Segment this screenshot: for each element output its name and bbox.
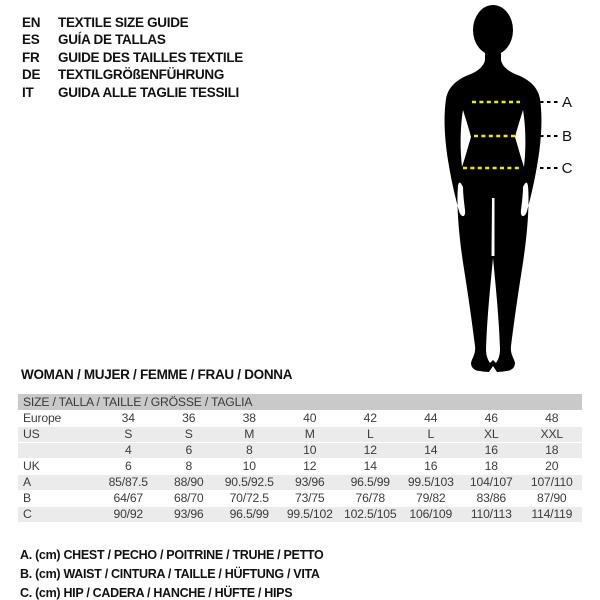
size-cell: 114/119 xyxy=(531,507,573,521)
language-title: GUIDA ALLE TAGLIE TESSILI xyxy=(58,84,239,100)
size-cell: 88/90 xyxy=(174,475,204,489)
measurement-figure xyxy=(428,4,593,372)
size-cell: 10 xyxy=(242,459,256,473)
size-cell: 40 xyxy=(303,411,317,425)
table-row xyxy=(18,443,582,458)
size-cell: 14 xyxy=(363,459,377,473)
size-cell: 14 xyxy=(424,443,438,457)
language-list xyxy=(22,14,243,101)
size-cell: 102.5/105 xyxy=(344,507,397,521)
size-cell: 90.5/92.5 xyxy=(224,475,274,489)
language-title: TEXTILGRÖßENFÜHRUNG xyxy=(58,67,225,83)
size-cell: 90/92 xyxy=(113,507,143,521)
size-cell: 18 xyxy=(484,459,498,473)
size-cell: 38 xyxy=(242,411,256,425)
size-cell: 6 xyxy=(185,443,193,457)
legend-line: C. (cm) HIP / CADERA / HANCHE / HÜFTE / HIPS xyxy=(20,586,293,600)
row-label: UK xyxy=(23,459,40,473)
row-label: A xyxy=(23,475,31,489)
measurement-legend xyxy=(20,546,323,600)
size-cell: XL xyxy=(483,427,499,441)
table-row xyxy=(18,475,582,490)
silhouette-body xyxy=(445,44,542,372)
language-row xyxy=(22,49,243,66)
size-cell: 18 xyxy=(545,443,559,457)
size-cell: 70/72.5 xyxy=(229,491,269,505)
marker-label-c: C xyxy=(561,160,573,177)
row-label: C xyxy=(23,507,32,521)
size-cell: 110/113 xyxy=(470,507,512,521)
language-row xyxy=(22,66,243,83)
size-cell: 87/90 xyxy=(537,491,567,505)
size-cell: 16 xyxy=(484,443,498,457)
legend-line: A. (cm) CHEST / PECHO / POITRINE / TRUHE / PETTO xyxy=(20,548,324,562)
language-title: GUÍA DE TALLAS xyxy=(58,32,166,48)
marker-label-b: B xyxy=(561,128,573,145)
size-cell: 16 xyxy=(424,459,438,473)
size-cell: 10 xyxy=(303,443,317,457)
row-label: Europe xyxy=(23,411,62,425)
size-cell: 68/70 xyxy=(174,491,204,505)
row-label: US xyxy=(23,427,40,441)
size-cell: 99.5/103 xyxy=(407,475,454,489)
size-cell: 107/110 xyxy=(530,475,573,489)
language-title: GUIDE DES TAILLES TEXTILE xyxy=(58,49,244,65)
size-cell: 20 xyxy=(545,459,559,473)
size-cell: 42 xyxy=(363,411,377,425)
section-title: WOMAN / MUJER / FEMME / FRAU / DONNA xyxy=(21,367,293,382)
size-cell: 93/96 xyxy=(295,475,325,489)
language-title: TEXTILE SIZE GUIDE xyxy=(58,15,189,30)
size-cell: 76/78 xyxy=(355,491,385,505)
size-cell: 36 xyxy=(182,411,196,425)
size-cell: M xyxy=(304,427,315,441)
language-code: DE xyxy=(22,67,41,83)
size-cell: 85/87.5 xyxy=(108,475,148,489)
size-cell: 96.5/99 xyxy=(229,507,269,521)
woman-silhouette-svg xyxy=(428,4,593,372)
size-table-body xyxy=(18,411,582,522)
size-cell: 4 xyxy=(124,443,132,457)
size-cell: 12 xyxy=(363,443,377,457)
size-cell: 8 xyxy=(245,443,253,457)
table-row xyxy=(18,491,582,506)
size-cell: M xyxy=(244,427,255,441)
size-table xyxy=(18,394,582,523)
size-cell: L xyxy=(427,427,435,441)
language-code: FR xyxy=(22,49,40,65)
size-cell: 93/96 xyxy=(174,507,204,521)
size-cell: 106/109 xyxy=(409,507,453,521)
marker-label-a: A xyxy=(561,94,573,111)
language-code: ES xyxy=(22,32,40,48)
size-cell: 46 xyxy=(484,411,498,425)
language-code: EN xyxy=(22,15,41,30)
size-cell: 104/107 xyxy=(469,475,513,489)
language-code: IT xyxy=(22,84,34,100)
row-label: B xyxy=(23,491,31,505)
size-cell: 79/82 xyxy=(416,491,446,505)
size-cell: 64/67 xyxy=(113,491,143,505)
size-cell: 6 xyxy=(124,459,132,473)
legend-line: B. (cm) WAIST / CINTURA / TAILLE / HÜFTUNG / VITA xyxy=(20,567,320,581)
language-row xyxy=(22,84,243,101)
size-cell: XXL xyxy=(540,427,563,441)
language-row xyxy=(22,31,243,48)
size-cell: 96.5/99 xyxy=(350,475,390,489)
size-cell: 12 xyxy=(303,459,317,473)
table-row xyxy=(18,459,582,474)
table-row xyxy=(18,411,582,426)
row-label xyxy=(18,443,98,458)
table-row xyxy=(18,427,582,442)
size-table-header: SIZE / TALLA / TAILLE / GRÖSSE / TAGLIA xyxy=(18,394,582,410)
size-cell: S xyxy=(124,427,133,441)
table-row xyxy=(18,507,582,522)
size-cell: 73/75 xyxy=(295,491,325,505)
size-cell: 83/86 xyxy=(476,491,506,505)
size-cell: 8 xyxy=(185,459,193,473)
size-cell: 34 xyxy=(121,411,135,425)
size-cell: 44 xyxy=(424,411,438,425)
size-cell: L xyxy=(366,427,374,441)
size-cell: 99.5/102 xyxy=(286,507,333,521)
size-cell: 48 xyxy=(545,411,559,425)
language-row xyxy=(22,14,243,31)
size-cell: S xyxy=(184,427,193,441)
